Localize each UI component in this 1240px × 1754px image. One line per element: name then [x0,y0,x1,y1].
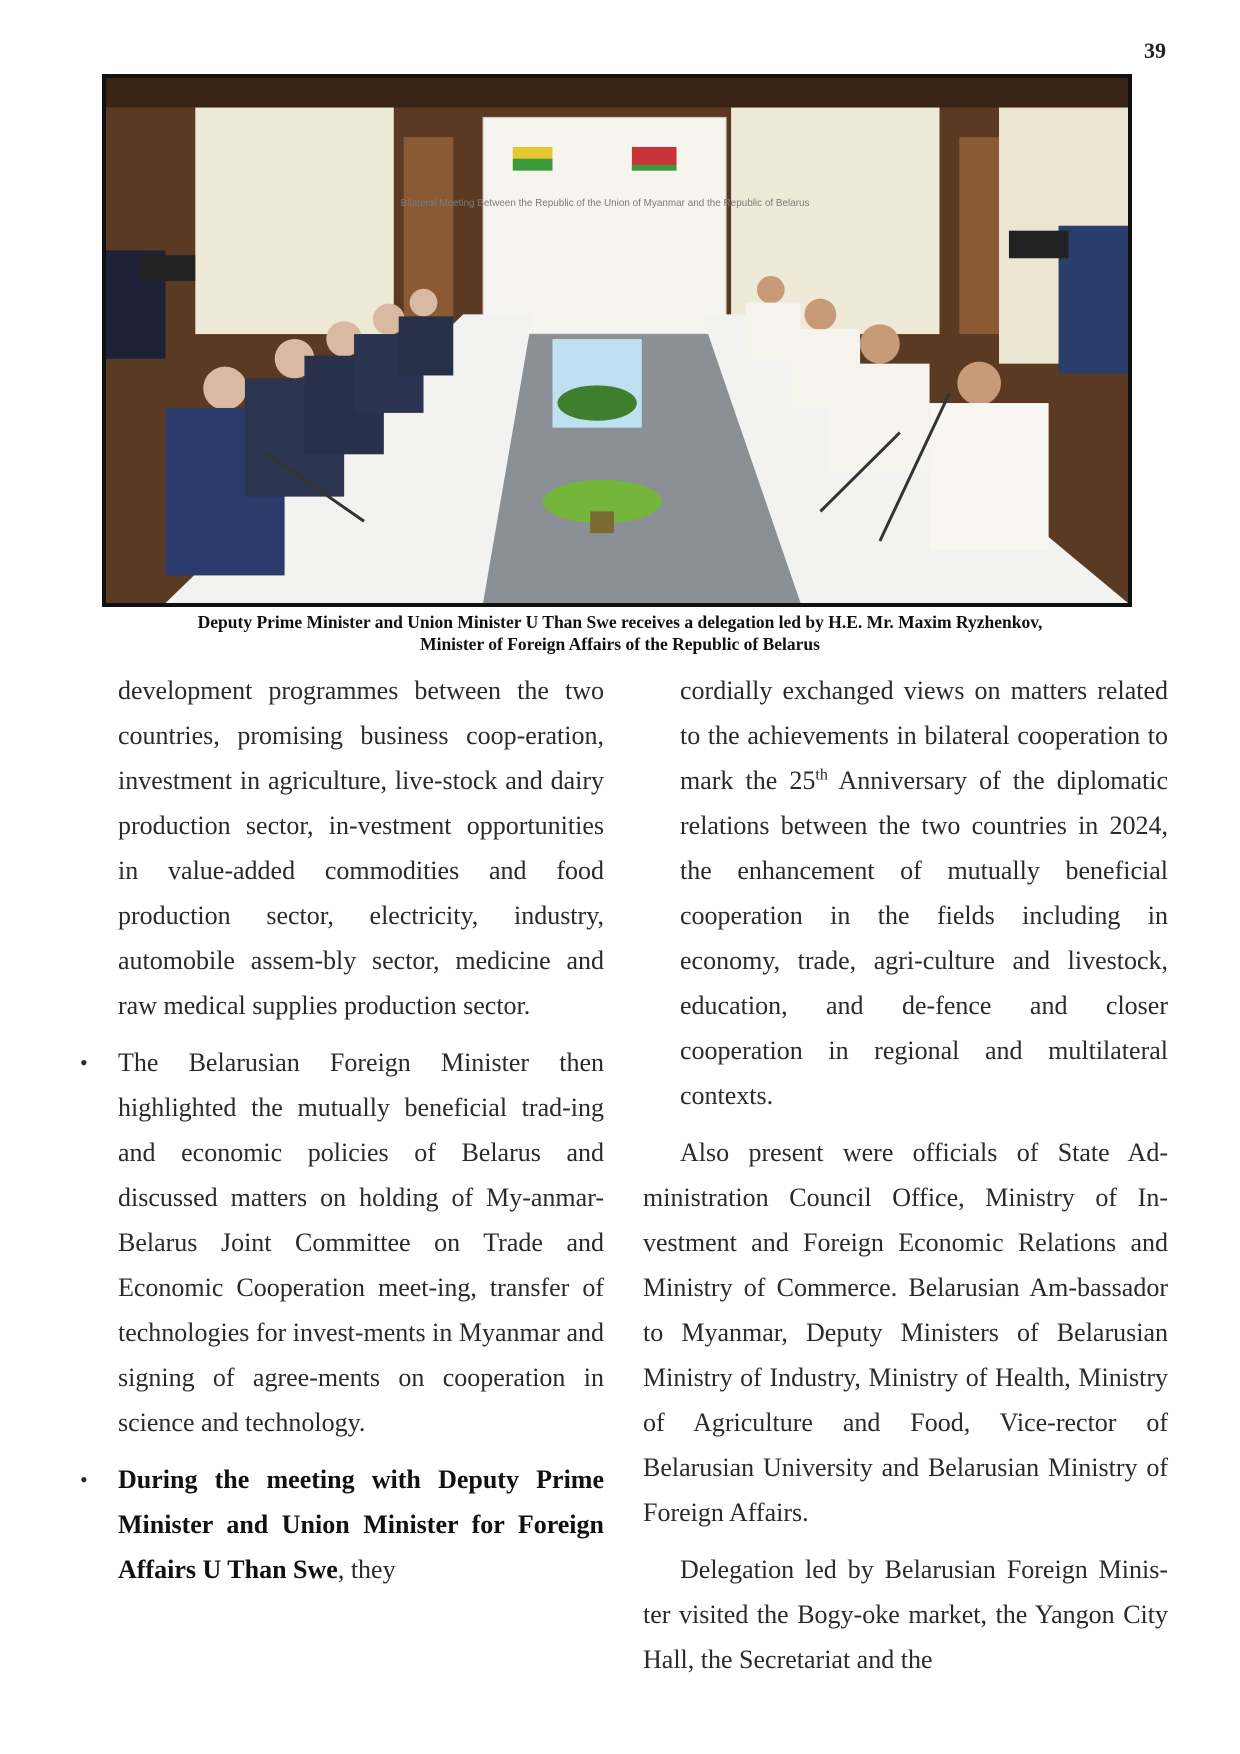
page-number: 39 [1144,38,1166,63]
right-column [643,668,1168,1682]
right-paragraph-2: Also present were officials of State Ad-ministration Council Office, Ministry of In-vestment and Foreign Economic Relations and Ministry of Commerce. Belarusian Am-bassador to Myanmar, Deputy Ministers of Belarusian Ministry of Industry, Ministry of Health, Ministry of Agriculture and Food, Vice-rector of Belarusian University and Belarusian Ministry of Foreign Affairs. [643,1138,1168,1527]
caption-line-1: Deputy Prime Minister and Union Minister U Than Swe receives a delegation led by H.E. Mr. Maxim Ryzhenkov, [197,612,1043,632]
bullet-2-bold: During the meeting with Deputy Prime Minister and Union Minister for Foreign Affairs U Than Swe [118,1465,604,1584]
bullet-item-2 [80,1457,604,1592]
right-p1-a: cordially exchanged views on matters related to the achievements in bilateral cooperation to mark the 25 [680,676,1168,795]
bullet-1-text: The Belarusian Foreign Minister then highlighted the mutually beneficial trad-ing and economic policies of Belarus and discussed matters on holding of My-anmar-Belarus Joint Committee on Trade and Economic Cooperation meet-ing, transfer of technologies for invest-ments in Myanmar and signing of agree-ments on cooperation in science and technology. [118,1048,604,1437]
photo-caption [100,611,1140,655]
screen-text: Bilateral Meeting Between the Republic of the Union of Myanmar and the Republic of Belarus [400,198,810,210]
left-paragraph-1: development programmes between the two countries, promising business coop-eration, investment in agriculture, live-stock and dairy production sector, in-vestment opportunities in value-added commodities and food production sector, electricity, industry, automobile assem-bly sector, medicine and raw medical supplies production sector. [118,676,604,1020]
right-p1-b: Anniversary of the diplomatic relations between the two countries in 2024, the enhancement of mutually beneficial cooperation in the fields including in economy, trade, agri-culture and livestock, education, and de-fence and closer cooperation in regional and multilateral contexts. [680,766,1168,1110]
meeting-photo-illustration [106,78,1128,603]
bullet-icon: • [80,1467,88,1492]
bullet-2-rest: , they [337,1555,396,1584]
caption-line-2: Minister of Foreign Affairs of the Republic of Belarus [420,634,820,654]
bullet-icon: • [80,1050,88,1075]
bullet-2-text [118,1457,604,1592]
bullet-item-1 [80,1040,604,1445]
meeting-photo [102,74,1132,607]
right-paragraph-3: Delegation led by Belarusian Foreign Minis-ter visited the Bogy-oke market, the Yangon City Hall, the Secretariat and the [643,1555,1168,1674]
left-column [80,668,604,1592]
right-p1-sup: th [815,766,828,784]
right-paragraph-1 [643,668,1168,1118]
